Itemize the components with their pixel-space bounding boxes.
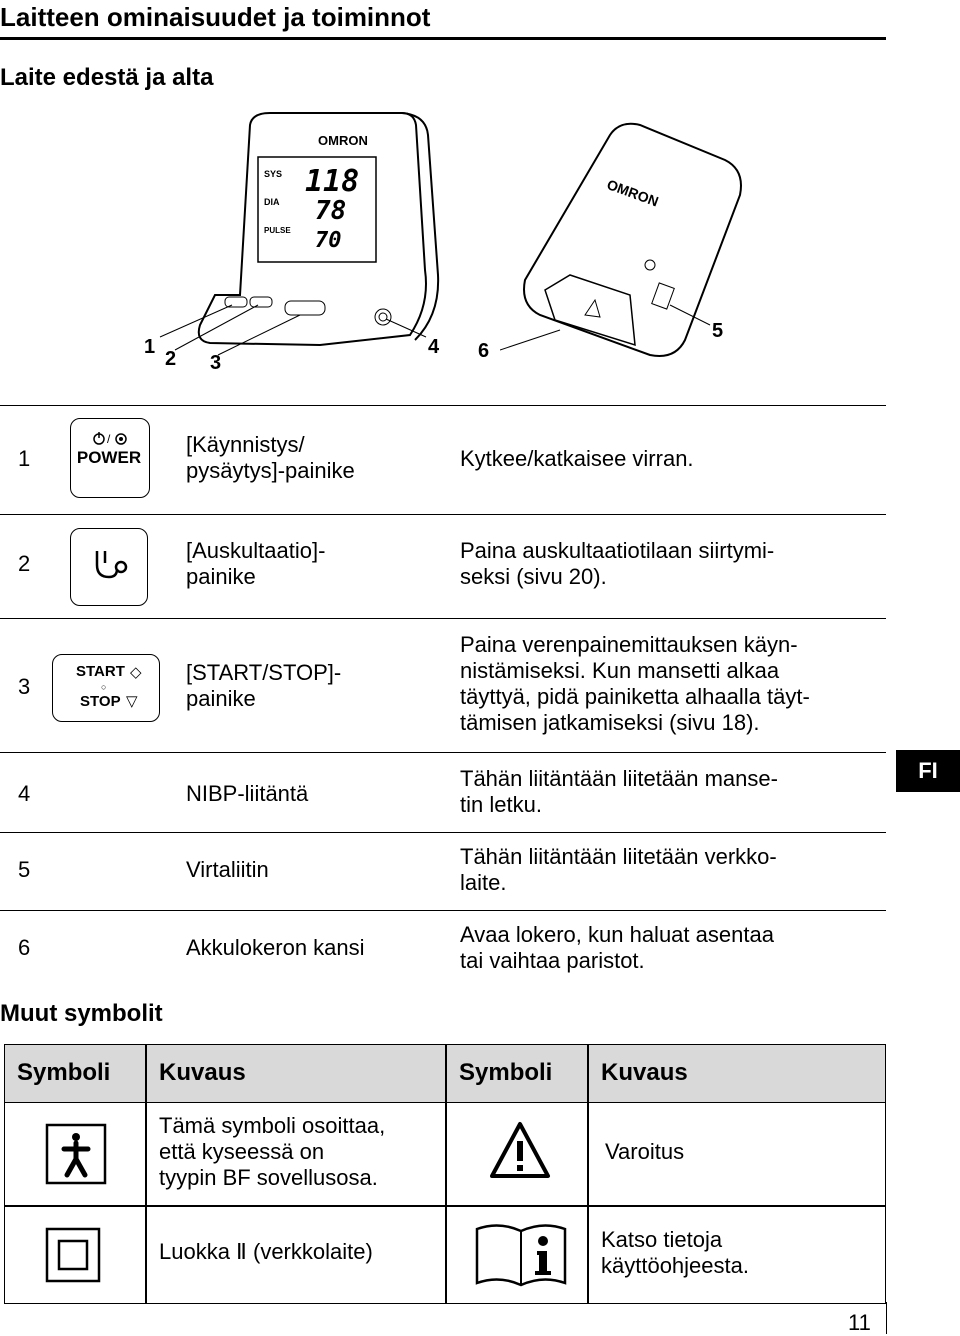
part-description: Paina auskultaatiotilaan siirtymi- seksi (sivu 20). — [460, 538, 775, 589]
stop-arrow-icon: ▽ — [126, 693, 138, 710]
part-name: [Auskultaatio]- painike — [186, 538, 326, 589]
part-number: 4 — [18, 781, 31, 806]
part-name: [Käynnistys/ pysäytys]-painike — [186, 432, 355, 483]
symbol-description: Luokka Ⅱ (verkkolaite) — [159, 1239, 373, 1264]
callout-2: 2 — [165, 348, 177, 370]
device-front-illustration — [140, 105, 440, 365]
dia-value: 78 — [315, 196, 347, 226]
callout-6: 6 — [478, 340, 490, 362]
part-description: Tähän liitäntään liitetään manse- tin letku. — [460, 766, 778, 817]
pulse-value: 70 — [315, 228, 342, 253]
part-description: Paina verenpainemittauksen käyn- nistämiseksi. Kun mansetti alkaa täyttyä, pidä painiketta alhaalla täyt- tämisen jatkamiseksi (sivu 18). — [460, 632, 810, 735]
header-description-1: Kuvaus — [159, 1059, 246, 1086]
part-name: NIBP-liitäntä — [186, 781, 309, 806]
other-symbols-title: Muut symbolit — [0, 1000, 163, 1027]
part-number: 2 — [18, 551, 31, 576]
start-label: START — [76, 663, 125, 680]
page-number: 11 — [848, 1310, 871, 1335]
header-symbol-1: Symboli — [17, 1059, 111, 1086]
brand-logo-bottom: OMRON — [604, 176, 661, 210]
power-label: POWER — [76, 448, 142, 467]
title-rule — [0, 37, 886, 40]
svg-text:/: / — [107, 432, 111, 446]
language-tab: FI — [896, 750, 960, 792]
callout-1: 1 — [144, 336, 156, 358]
section-title: Laite edestä ja alta — [0, 64, 214, 91]
part-number: 5 — [18, 857, 31, 882]
type-bf-icon — [45, 1123, 109, 1187]
table-rule — [0, 910, 886, 911]
callout-3: 3 — [210, 352, 222, 374]
symbols-table — [4, 1044, 886, 1304]
manual-info-icon — [473, 1221, 569, 1287]
stop-label: STOP — [80, 693, 121, 710]
table-rule — [0, 832, 886, 833]
symbol-description: Katso tietoja käyttöohjeesta. — [601, 1227, 749, 1278]
table-rule — [0, 514, 886, 515]
callout-4: 4 — [428, 336, 440, 358]
part-number: 3 — [18, 674, 31, 699]
part-description: Avaa lokero, kun haluat asentaa tai vaihtaa paristot. — [460, 922, 774, 973]
part-number: 6 — [18, 935, 31, 960]
class-ii-icon — [45, 1227, 101, 1283]
brand-logo: OMRON — [318, 133, 368, 148]
part-description: Tähän liitäntään liitetään verkko- laite. — [460, 844, 777, 895]
header-description-2: Kuvaus — [601, 1059, 688, 1086]
sys-label: SYS — [264, 169, 283, 179]
page-number-rule — [886, 1302, 887, 1334]
part-name: [START/STOP]- painike — [186, 660, 342, 711]
stethoscope-button-icon — [70, 528, 148, 606]
dia-label: DIA — [264, 197, 280, 207]
symbol-description: Tämä symboli osoittaa, että kyseessä on tyypin BF sovellusosa. — [159, 1113, 386, 1190]
part-name: Virtaliitin — [186, 857, 269, 882]
header-symbol-2: Symboli — [459, 1059, 553, 1086]
table-rule-top — [0, 405, 886, 406]
part-number: 1 — [18, 446, 31, 471]
callout-5: 5 — [712, 320, 724, 342]
warning-icon — [489, 1121, 551, 1179]
page-title: Laitteen ominaisuudet ja toiminnot — [0, 2, 431, 32]
table-rule — [0, 752, 886, 753]
pulse-label: PULSE — [264, 226, 291, 235]
symbol-description: Varoitus — [605, 1139, 685, 1164]
sys-value: 118 — [305, 164, 360, 199]
indicator-dot-icon: ○ — [101, 682, 107, 692]
table-rule — [0, 618, 886, 619]
part-name: Akkulokeron kansi — [186, 935, 365, 960]
part-description: Kytkee/katkaisee virran. — [460, 446, 694, 471]
start-arrow-icon: ◇ — [130, 664, 142, 681]
